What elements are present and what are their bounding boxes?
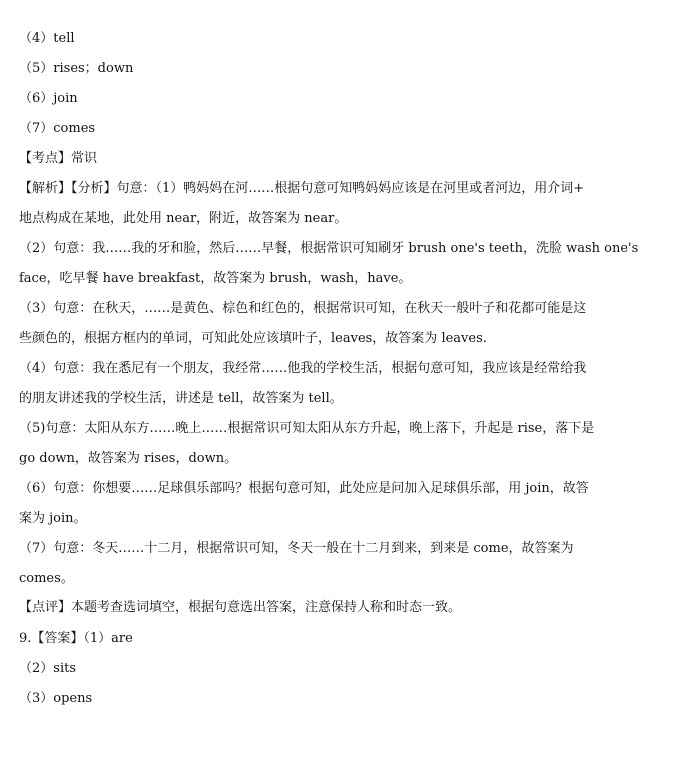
analysis-line: 【解析】【分析】句意：（1）鸭妈妈在河……根据句意可知鸭妈妈应该是在河里或者河边，用介词+	[19, 181, 585, 196]
analysis-line: face，吃早餐 have breakfast，故答案为 brush，wash，have。	[19, 271, 412, 286]
answer-line: （2）sits	[19, 661, 76, 676]
analysis-line: 的朋友讲述我的学校生活，讲述是 tell，故答案为 tell。	[19, 391, 343, 406]
analysis-line: 些颜色的，根据方框内的单词，可知此处应该填叶子，leaves，故答案为 leaves.	[19, 331, 487, 346]
analysis-line: （2）句意：我……我的牙和脸，然后……早餐，根据常识可知刷牙 brush one's teeth，洗脸 wash one's	[19, 241, 639, 256]
analysis-line: （5)句意：太阳从东方……晚上……根据常识可知太阳从东方升起，晚上落下，升起是 rise，落下是	[19, 421, 595, 436]
answer-line-7: （7）comes	[19, 121, 96, 136]
analysis-line: 地点构成在某地，此处用 near，附近，故答案为 near。	[19, 211, 348, 226]
analysis-line: comes。	[19, 571, 74, 586]
dianping-line: 【点评】本题考查选词填空，根据句意选出答案，注意保持人称和时态一致。	[19, 600, 462, 615]
answer-line-4: （4）tell	[19, 31, 75, 46]
analysis-line: （4）句意：我在悉尼有一个朋友，我经常……他我的学校生活，根据句意可知，我应该是经常给我	[19, 361, 587, 376]
answer-line-5: （5）rises；down	[19, 61, 134, 76]
analysis-line: （7）句意：冬天……十二月，根据常识可知，冬天一般在十二月到来，到来是 come，故答案为	[19, 541, 574, 556]
question-9-answer: 9.【答案】（1）are	[19, 631, 133, 646]
analysis-line: 案为 join。	[19, 511, 87, 526]
analysis-line: go down，故答案为 rises，down。	[19, 451, 238, 466]
answer-line: （3）opens	[19, 691, 93, 706]
answer-line-6: （6）join	[19, 91, 78, 106]
analysis-line: （6）句意：你想要……足球俱乐部吗？根据句意可知，此处应是问加入足球俱乐部，用 join，故答	[19, 481, 589, 496]
analysis-line: （3）句意：在秋天，……是黄色、棕色和红色的，根据常识可知，在秋天一般叶子和花都可能是这	[19, 301, 587, 316]
kaodian-heading: 【考点】常识	[19, 151, 98, 166]
